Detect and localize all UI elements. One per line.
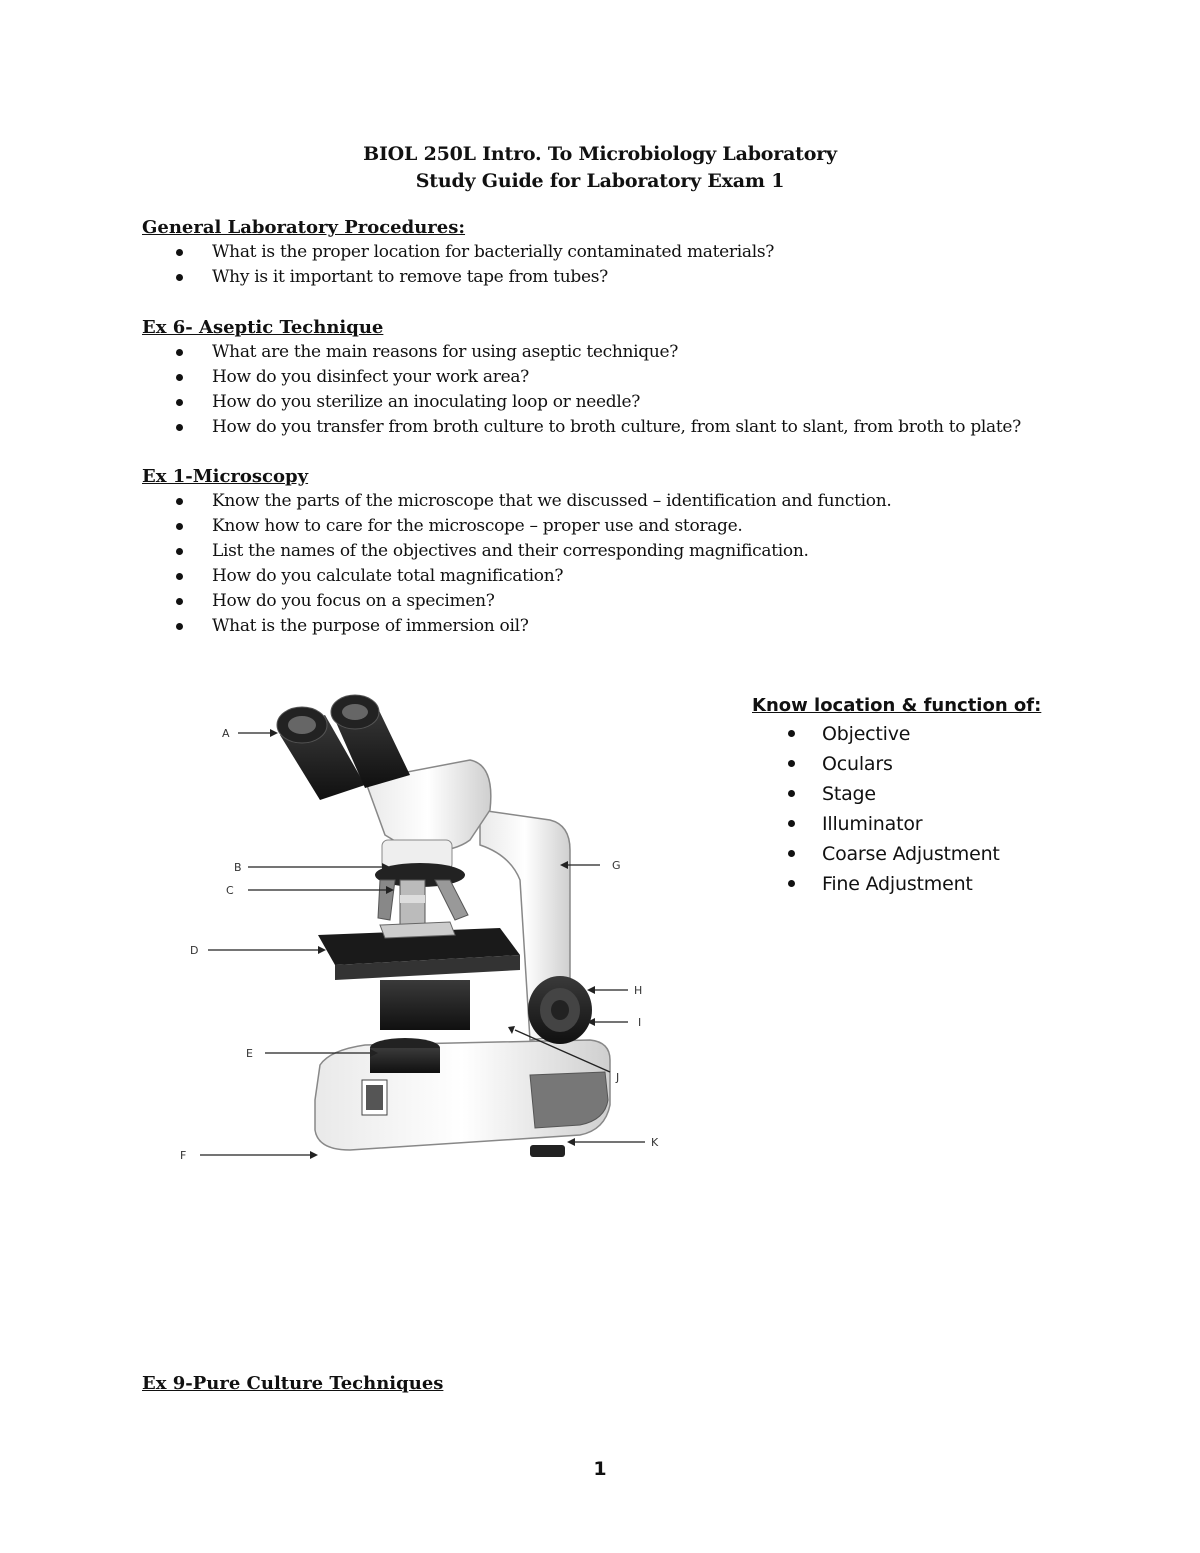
- bullet-icon: [176, 523, 183, 530]
- figure-label-j: J: [616, 1071, 620, 1084]
- section-heading: Ex 1-Microscopy: [142, 466, 309, 487]
- bullet-icon: [176, 498, 183, 505]
- list-item: Fine Adjustment: [752, 869, 1152, 899]
- bullet-icon: [176, 573, 183, 580]
- list-item: How do you calculate total magnification?: [142, 564, 1102, 589]
- bullet-icon: [176, 548, 183, 555]
- list-item: How do you transfer from broth culture to broth culture, from slant to slant, from broth to plate?: [142, 415, 1102, 440]
- question-list: [142, 240, 1102, 290]
- section-microscopy: [142, 465, 1102, 639]
- document-title: BIOL 250L Intro. To Microbiology Laboratory: [363, 143, 837, 165]
- bullet-icon: [176, 249, 183, 256]
- list-item: Stage: [752, 779, 1152, 809]
- page-number: 1: [593, 1458, 607, 1480]
- list-item: What is the proper location for bacterially contaminated materials?: [142, 240, 1102, 265]
- document-subtitle: Study Guide for Laboratory Exam 1: [415, 170, 785, 192]
- question-list: [142, 340, 1102, 440]
- section-heading: Ex 9-Pure Culture Techniques: [142, 1373, 444, 1394]
- microscope-diagram: [150, 680, 740, 1180]
- list-item: Why is it important to remove tape from tubes?: [142, 265, 1102, 290]
- bullet-icon: [788, 880, 795, 887]
- bullet-icon: [788, 850, 795, 857]
- figure-label-i: I: [638, 1016, 642, 1029]
- figure-label-f: F: [180, 1149, 187, 1162]
- bullet-icon: [176, 374, 183, 381]
- list-item: Know how to care for the microscope – proper use and storage.: [142, 514, 1102, 539]
- bullet-icon: [788, 790, 795, 797]
- list-item: How do you sterilize an inoculating loop or needle?: [142, 390, 1102, 415]
- bullet-icon: [176, 424, 183, 431]
- figure-label-e: E: [246, 1047, 253, 1060]
- bullet-icon: [176, 349, 183, 356]
- figure-label-c: C: [226, 884, 234, 897]
- section-general-procedures: [142, 216, 1102, 290]
- list-item: List the names of the objectives and their corresponding magnification.: [142, 539, 1102, 564]
- section-aseptic-technique: [142, 316, 1102, 440]
- figure-label-g: G: [612, 859, 621, 872]
- figure-label-k: K: [651, 1136, 659, 1149]
- list-item: Know the parts of the microscope that we discussed – identification and function.: [142, 489, 1102, 514]
- bullet-icon: [788, 820, 795, 827]
- bullet-icon: [176, 274, 183, 281]
- know-location-list: [752, 693, 1152, 899]
- bullet-icon: [788, 760, 795, 767]
- figure-label-a: A: [222, 727, 230, 740]
- list-item: How do you focus on a specimen?: [142, 589, 1102, 614]
- list-item: Objective: [752, 719, 1152, 749]
- list-item: What are the main reasons for using aseptic technique?: [142, 340, 1102, 365]
- list-item: Oculars: [752, 749, 1152, 779]
- bullet-icon: [788, 730, 795, 737]
- figure-label-b: B: [234, 861, 242, 874]
- bullet-icon: [176, 399, 183, 406]
- figure-label-h: H: [634, 984, 643, 997]
- list-item: Coarse Adjustment: [752, 839, 1152, 869]
- microscope-parts-list: [752, 719, 1152, 899]
- question-list: [142, 489, 1102, 639]
- bullet-icon: [176, 623, 183, 630]
- section-heading: General Laboratory Procedures:: [142, 217, 466, 238]
- know-list-heading: Know location & function of:: [752, 695, 1042, 716]
- list-item: What is the purpose of immersion oil?: [142, 614, 1102, 639]
- section-pure-culture: [142, 1372, 1102, 1396]
- bullet-icon: [176, 598, 183, 605]
- figure-label-d: D: [190, 944, 199, 957]
- section-heading: Ex 6- Aseptic Technique: [142, 317, 384, 338]
- list-item: Illuminator: [752, 809, 1152, 839]
- microscope-illustration: [150, 680, 740, 1180]
- list-item: How do you disinfect your work area?: [142, 365, 1102, 390]
